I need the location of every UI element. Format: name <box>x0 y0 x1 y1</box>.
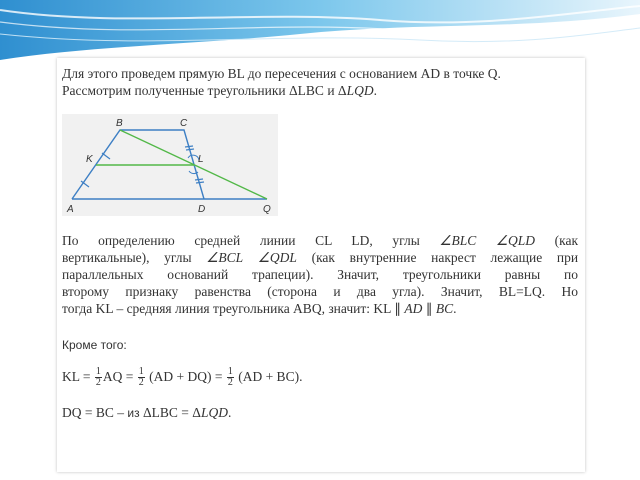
besides-label: Кроме того: <box>62 338 127 352</box>
formula-kl <box>62 366 302 388</box>
fraction-1: $\frac{1}{2}$ <box>95 366 101 389</box>
proof-row-5 <box>62 300 578 317</box>
parallel-sign: ∥ <box>425 301 433 316</box>
angle-qdl: ∠QDL <box>257 250 297 265</box>
dq-line <box>62 405 231 421</box>
formula-part-2: AQ = <box>102 369 134 384</box>
proof-text-5e: . <box>453 301 457 316</box>
proof-row-1 <box>62 232 578 249</box>
label-q: Q <box>263 204 271 215</box>
proof-text-2a: вертикальные), углы <box>62 250 192 265</box>
angle-blc: ∠BLC <box>439 233 477 248</box>
proof-row-3: параллельных оснований трапеции). Значит, треугольники равны по <box>62 267 578 282</box>
label-k: K <box>86 154 93 165</box>
formula-part-1: KL = <box>62 369 91 384</box>
dq-part-6: . <box>227 405 232 420</box>
formula-part-4: (AD + BC). <box>238 369 303 384</box>
label-a: A <box>67 204 74 215</box>
formula-part-3: (AD + DQ) = <box>149 369 223 384</box>
dq-part-1: DQ = BC – <box>62 405 124 420</box>
dq-part-4: Δ <box>192 405 201 420</box>
angle-qld: ∠QLD <box>495 233 535 248</box>
segment-ad: AD <box>404 301 423 316</box>
dq-part-3: ΔLBC = <box>142 405 189 420</box>
intro-line-1: Для этого проведем прямую BL до пересечения с основанием AD в точке Q. <box>62 66 501 81</box>
intro-text: Рассмотрим полученные треугольники ΔLBC и Δ <box>62 83 347 98</box>
label-l: L <box>198 154 204 165</box>
proof-text-5a: тогда KL – средняя линия треугольника ABQ, значит: KL ∥ <box>62 301 401 316</box>
trapezoid-diagram <box>62 114 278 216</box>
intro-line-2 <box>62 83 377 99</box>
header-banner <box>0 0 640 62</box>
angle-bcl: ∠BCL <box>206 250 244 265</box>
dq-part-2: из <box>127 406 140 420</box>
proof-text-1a: По определению средней линии CL LD, углы <box>62 233 420 248</box>
proof-text-2d: (как внутренние накрест лежащие при <box>311 250 579 265</box>
intro-end: . <box>373 83 377 98</box>
proof-paragraph <box>62 232 578 317</box>
proof-text-1d: (как <box>554 233 579 248</box>
label-c: C <box>180 118 188 129</box>
proof-row-4: второму признаку равенства (сторона и два угла). Значит, BL=LQ. Но <box>62 284 578 299</box>
triangle-lqd: LQD <box>346 83 374 98</box>
dq-triangle-lqd: LQD <box>200 405 228 420</box>
label-b: B <box>116 118 123 129</box>
proof-row-2 <box>62 249 578 266</box>
fraction-2: $\frac{1}{2}$ <box>138 366 144 389</box>
segment-bc: BC <box>435 301 454 316</box>
label-d: D <box>198 204 206 215</box>
fraction-3: $\frac{1}{2}$ <box>227 366 233 389</box>
